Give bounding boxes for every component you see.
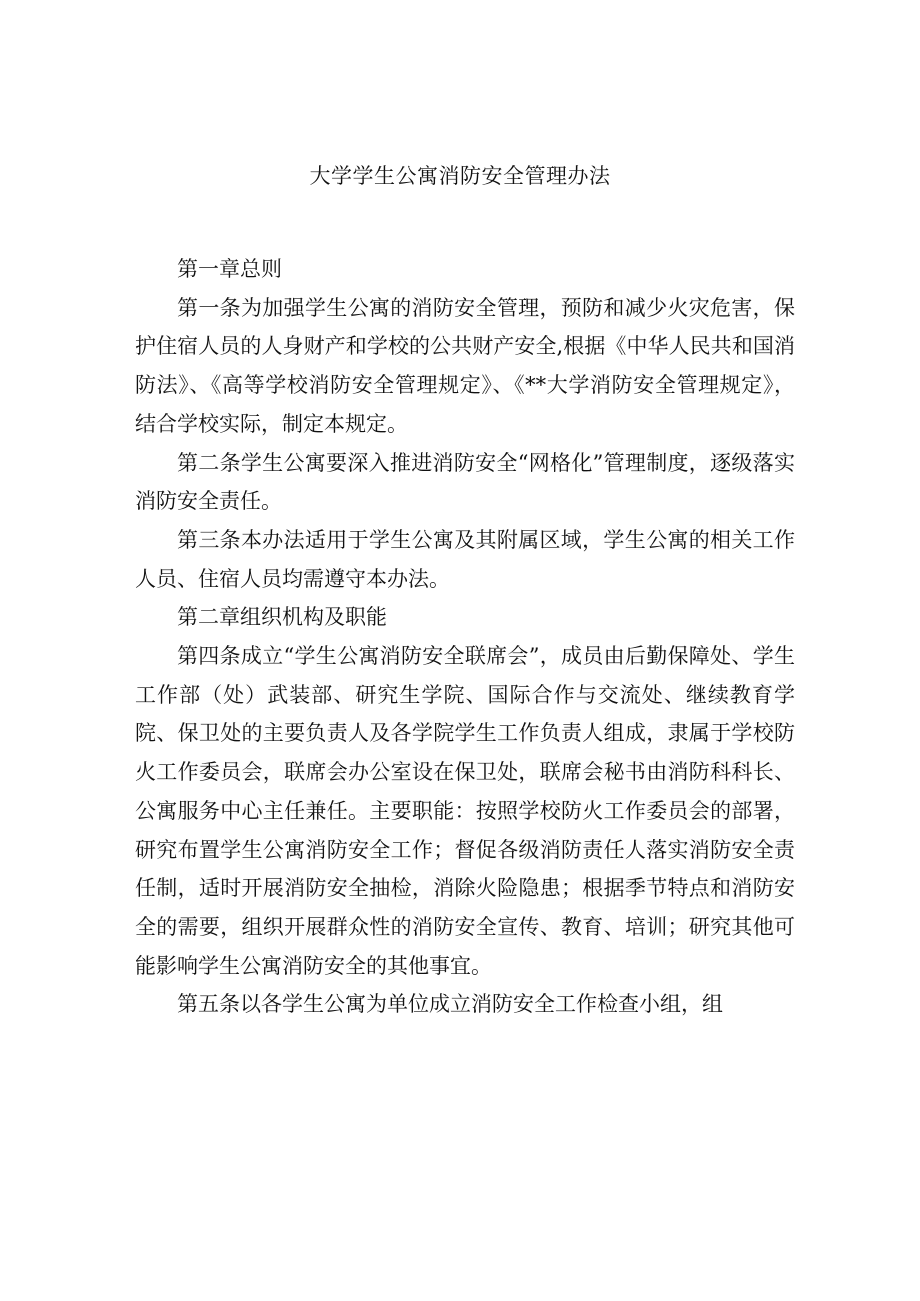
chapter-heading-2: 第二章组织机构及职能 [177, 605, 387, 630]
document-title: 大学学生公寓消防安全管理办法 [309, 164, 611, 188]
article-paragraph-5: 第五条以各学生公寓为单位成立消防安全工作检查小组，组 [177, 992, 723, 1017]
article-paragraph-4: 第四条成立“学生公寓消防安全联席会”，成员由后勤保障处、学生工作部（处）武装部、研究生学院、国际合作与交流处、继续教育学院、保卫处的主要负责人及各学院学生工作负责人组成，隶属于学校防火工作委员会，联席会办公室设在保卫处，联席会秘书由消防科科长、公寓服务中心主任兼任。主要职能：按照学校防火工作委员会的部署，研究布置学生公寓消防安全工作；督促各级消防责任人落实消防安全责任制，适时开展消防安全抽检，消除火险隐患；根据季节特点和消防安全的需要，组织开展群众性的消防安全宣传、教育、培训；研究其他可能影响学生公寓消防安全的其他事宜。 [135, 644, 795, 978]
chapter-heading-1: 第一章总则 [177, 257, 282, 281]
article-paragraph-1: 第一条为加强学生公寓的消防安全管理，预防和减少火灾危害，保护住宿人员的人身财产和学校的公共财产安全,根据《中华人民共和国消防法》、《高等学校消防安全管理规定》、《**大学消防安全管理规定》，结合学校实际，制定本规定。 [135, 295, 795, 436]
article-paragraph-2: 第二条学生公寓要深入推进消防安全“网格化”管理制度，逐级落实消防安全责任。 [135, 450, 795, 514]
document-body [135, 250, 795, 1024]
article-paragraph-3: 第三条本办法适用于学生公寓及其附属区域，学生公寓的相关工作人员、住宿人员均需遵守本办法。 [135, 527, 795, 591]
